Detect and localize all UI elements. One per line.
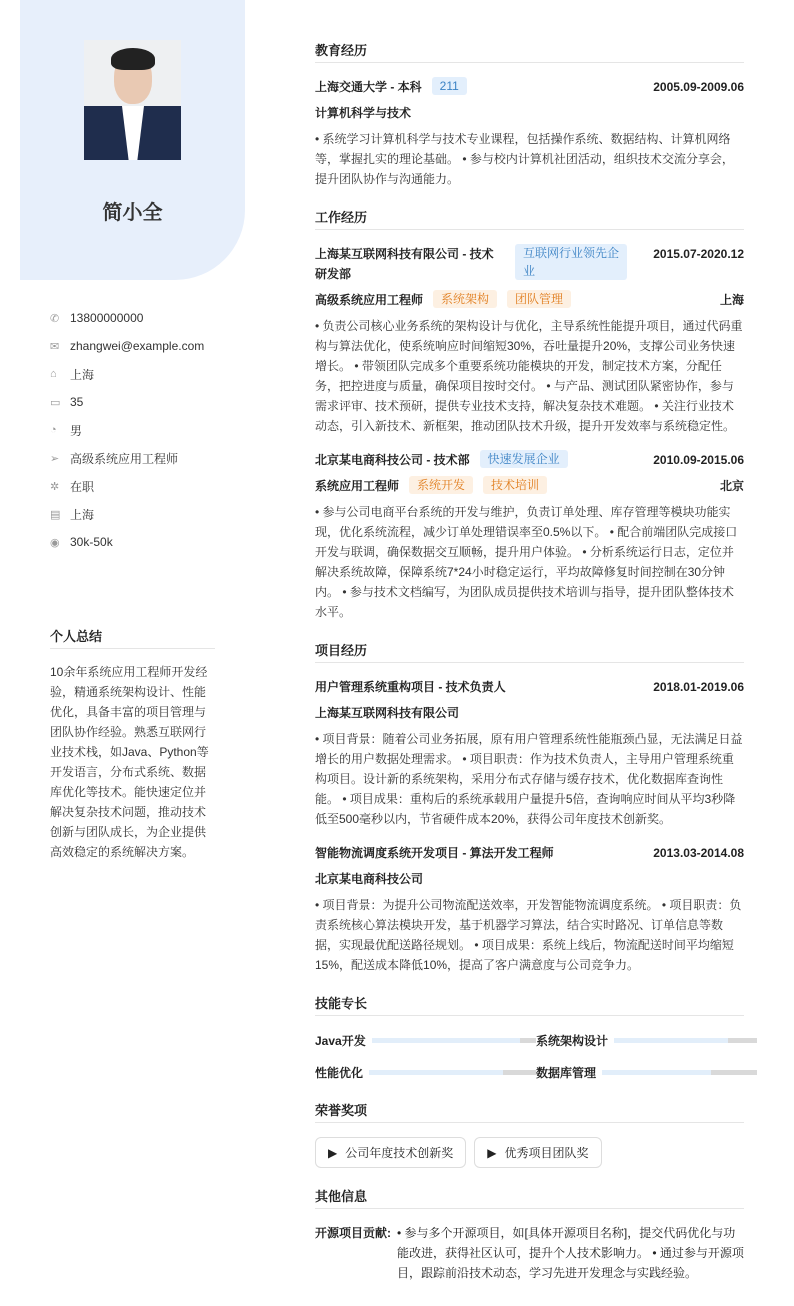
contact-value: 男 [70, 423, 83, 438]
contact-item [50, 416, 204, 444]
main-content [315, 40, 744, 1283]
contact-value: 高级系统应用工程师 [70, 451, 179, 466]
other-info [315, 1223, 744, 1283]
work-title: 工作经历 [315, 207, 744, 230]
skill-item [536, 1062, 757, 1082]
skill-bar [369, 1070, 536, 1075]
skill-name: Java开发 [315, 1033, 366, 1048]
company: 上海某互联网科技有限公司 - 技术研发部 [315, 247, 494, 281]
city: 上海 [719, 293, 744, 307]
phone-icon: ✆ [50, 312, 60, 325]
skill-item [536, 1030, 757, 1050]
summary-title: 个人总结 [50, 626, 215, 649]
gender-icon: ◔ [50, 424, 57, 436]
other-text: • 参与多个开源项目，如[具体开源项目名称]，提交代码优化与功能改进，获得社区认可，提升个人技术影响力。 • 通过参与开源项目，跟踪前沿技术动态，学习先进开发理念与实践经验。 [397, 1226, 744, 1280]
school: 上海交通大学 - 本科 [315, 80, 422, 94]
other-title: 其他信息 [315, 1186, 744, 1209]
awards-title: 荣誉奖项 [315, 1100, 744, 1123]
company: 北京某电商科技公司 - 技术部 [315, 453, 470, 467]
project-name: 用户管理系统重构项目 - 技术负责人 [315, 680, 506, 694]
role-tag: 系统开发 [409, 476, 473, 494]
city: 北京 [719, 479, 744, 493]
education-title: 教育经历 [315, 40, 744, 63]
home-icon: ⌂ [50, 368, 57, 380]
summary-text: 10余年系统应用工程师开发经验，精通系统架构设计、性能优化，具备丰富的项目管理与团队协作经验。熟悉互联网行业技术栈，如Java、Python等开发语言，分布式系统、数据库优化等技术。能快速定位并解决复杂技术问题，推动技术创新与团队成长，为企业提供高效稳定的系统解决方案。 [50, 665, 209, 859]
play-icon: ▶ [487, 1145, 497, 1160]
contact-value: zhangwei@example.com [70, 339, 205, 353]
award-item[interactable] [315, 1137, 466, 1168]
contact-value: 30k-50k [70, 535, 113, 549]
award-label: 优秀项目团队奖 [504, 1146, 589, 1160]
contact-item [50, 444, 204, 472]
work-date: 2010.09-2015.06 [653, 453, 744, 467]
contact-value: 上海 [70, 507, 95, 522]
contact-item [50, 472, 204, 500]
skill-bar [602, 1070, 757, 1075]
work-item [315, 244, 744, 436]
work-date: 2015.07-2020.12 [653, 247, 744, 261]
candidate-name: 简小全 [102, 202, 163, 224]
contact-value: 35 [70, 395, 84, 409]
skill-name: 数据库管理 [536, 1065, 597, 1080]
project-desc: • 项目背景：为提升公司物流配送效率，开发智能物流调度系统。 • 项目职责：负责系统核心算法模块开发，基于机器学习算法，结合实时路况、订单信息等数据，实现最优配送路径规划。 • 项目成果：系统上线后，物流配送时间平均缩短15%，配送成本降低10%，提高了客户满意度与公司竞争力。 [315, 898, 742, 972]
award-label: 公司年度技术创新奖 [345, 1146, 454, 1160]
project-company: 上海某互联网科技有限公司 [315, 706, 460, 720]
avatar [84, 40, 181, 160]
skill-bar [372, 1038, 536, 1043]
mail-icon: ✉ [50, 340, 60, 353]
contact-value: 13800000000 [70, 311, 144, 325]
school-tag: 211 [432, 77, 467, 95]
work-desc: • 负责公司核心业务系统的架构设计与优化，主导系统性能提升项目，通过代码重构与算法优化，使系统响应时间缩短30%，吞吐量提升20%，支撑公司业务快速增长。 • 带领团队完成多个重要系统功能模块的开发，制定技术方案，分配任务，把控进度与质量，确保项目按时交付。 • 与产品、测试团队紧密协作，参与需求评审、技术预研，提供专业技术支持，解决复杂技术难题。 • 关注行业技术动态，引入新技术、新框架，推动团队技术升级，提升开发效率与系统稳定性。 [315, 319, 743, 433]
award-item[interactable] [474, 1137, 601, 1168]
project-item [315, 677, 744, 829]
role-tag: 技术培训 [483, 476, 547, 494]
skills-title: 技能专长 [315, 993, 744, 1016]
major: 计算机科学与技术 [315, 106, 412, 120]
role: 高级系统应用工程师 [315, 293, 424, 307]
contact-list [50, 304, 204, 556]
skill-bar [614, 1038, 757, 1043]
edu-date: 2005.09-2009.06 [653, 80, 744, 94]
play-icon: ▶ [328, 1145, 338, 1160]
projects-title: 项目经历 [315, 640, 744, 663]
company-tag: 快速发展企业 [480, 450, 568, 468]
send-icon: ➢ [50, 452, 60, 465]
role-tag: 团队管理 [507, 290, 571, 308]
status-icon: ✲ [50, 480, 60, 493]
role-tag: 系统架构 [433, 290, 497, 308]
contact-item [50, 500, 204, 528]
contact-value: 上海 [70, 367, 95, 382]
salary-icon: ◉ [50, 536, 60, 549]
project-name: 智能物流调度系统开发项目 - 算法开发工程师 [315, 846, 554, 860]
profile-header [20, 0, 245, 280]
contact-item [50, 332, 204, 360]
building-icon: ▤ [50, 508, 61, 521]
skill-name: 性能优化 [315, 1065, 364, 1080]
project-date: 2018.01-2019.06 [653, 680, 744, 694]
project-item [315, 843, 744, 975]
other-label: 开源项目贡献: [315, 1226, 391, 1240]
project-company: 北京某电商科技公司 [315, 872, 424, 886]
contact-item [50, 304, 204, 332]
work-item [315, 450, 744, 622]
role: 系统应用工程师 [315, 479, 400, 493]
age-icon: ▭ [50, 396, 61, 409]
project-date: 2013.03-2014.08 [653, 846, 744, 860]
work-desc: • 参与公司电商平台系统的开发与维护，负责订单处理、库存管理等模块功能实现，优化系统流程，减少订单处理错误率至0.5%以下。 • 配合前端团队完成接口开发与联调，确保数据交互顺畅，提升用户体验。 • 分析系统运行日志，定位并解决系统故障，保障系统7*24小时稳定运行，平均故障修复时间控制在30分钟内。 • 参与技术文档编写，为团队成员提供技术培训与指导，提升团队整体技术水平。 [315, 505, 738, 619]
contact-item [50, 528, 204, 556]
project-desc: • 项目背景：随着公司业务拓展，原有用户管理系统性能瓶颈凸显，无法满足日益增长的用户数据处理需求。 • 项目职责：作为技术负责人，主导用户管理系统重构项目。设计新的系统架构，采用分布式存储与缓存技术，优化数据库查询性能。 • 项目成果：重构后的系统承载用户量提升5倍，查询响应时间从平均3秒降低至500毫秒以内，节省硬件成本20%，获得公司年度技术创新奖。 [315, 732, 743, 826]
skill-item [315, 1062, 536, 1082]
company-tag: 互联网行业领先企业 [515, 244, 627, 280]
skill-item [315, 1030, 536, 1050]
skill-name: 系统架构设计 [536, 1033, 609, 1048]
contact-value: 在职 [70, 479, 95, 494]
edu-desc: • 系统学习计算机科学与技术专业课程，包括操作系统、数据结构、计算机网络等，掌握扎实的理论基础。 • 参与校内计算机社团活动，组织技术交流分享会，提升团队协作与沟通能力。 [315, 132, 734, 186]
contact-item [50, 388, 204, 416]
contact-item [50, 360, 204, 388]
